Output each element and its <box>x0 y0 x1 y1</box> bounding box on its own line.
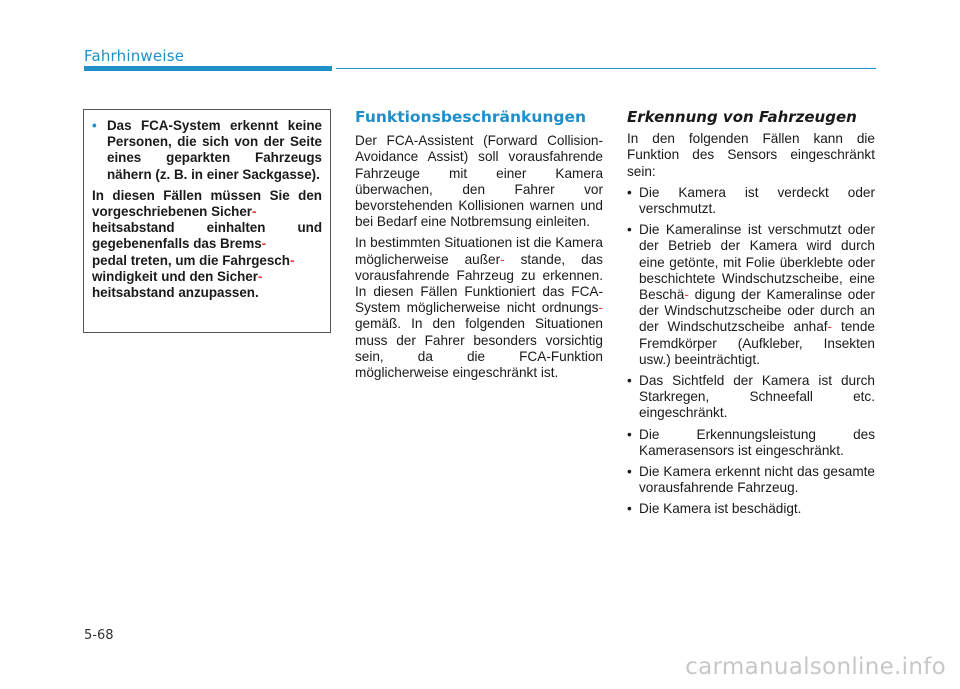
middle-p2-text-3: gemäß. In den folgenden Situationen muss der Fahrer besonders vorsichtig sein, da die FCA-Funktion möglicherweise eingeschränkt ist. <box>355 316 603 381</box>
bullet-icon: • <box>92 118 97 133</box>
list-item-text: Die Kamera erkennt nicht das gesamte vorausfahrende Fahrzeug. <box>639 464 875 496</box>
right-column <box>627 109 875 523</box>
bullet-icon: • <box>627 373 632 389</box>
list-item <box>627 373 875 422</box>
list-item <box>627 427 875 459</box>
hyphen-mark: - <box>500 251 505 267</box>
note-bullet-text: Das FCA-System erkennt keine Personen, die sich von der Seite eines geparkten Fahrzeugs nähern (z. B. in einer Sackgasse). <box>107 118 322 182</box>
note-box <box>83 109 331 333</box>
note-bullet-item <box>92 118 322 183</box>
bullet-icon: • <box>627 426 632 442</box>
note-text-1: In diesen Fällen müssen Sie den vorgeschriebenen Sicher <box>92 187 322 220</box>
list-item <box>627 185 875 217</box>
list-item-text: Die Kamera ist beschädigt. <box>639 501 802 517</box>
note-text-4: windigkeit und den Sicher <box>92 268 258 284</box>
middle-p2-text-2: stande, das vorausfahrende Fahrzeug zu erkennen. In diesen Fällen Funktioniert das FCA-System möglicherweise nicht ordnungs <box>355 251 603 316</box>
right-heading: Erkennung von Fahrzeugen <box>627 108 857 126</box>
middle-paragraph-2 <box>355 235 603 381</box>
hyphen-mark: - <box>598 300 603 316</box>
list-item <box>627 464 875 496</box>
header-rule-thick <box>84 66 332 71</box>
note-text-5: heitsabstand anzupassen. <box>92 285 259 301</box>
middle-column <box>355 109 603 386</box>
list-item <box>627 222 875 368</box>
right-intro: In den folgenden Fällen kann die Funktion des Sensors eingeschränkt sein: <box>627 131 875 179</box>
hyphen-mark: - <box>289 252 295 268</box>
hyphen-mark: - <box>827 319 833 335</box>
header-rule-thin <box>336 68 876 69</box>
item2-text-1: Die Kameralinse ist verschmutzt oder der Betrieb der Kamera wird durch eine getönte, mit Folie überklebte oder beschichtete Windschutzscheibe, eine Beschä <box>639 222 875 303</box>
hyphen-mark: - <box>261 236 267 252</box>
list-item-text: Das Sichtfeld der Kamera ist durch Starkregen, Schneefall etc. eingeschränkt. <box>639 373 875 421</box>
list-item-text: Die Erkennungsleistung des Kamerasensors ist eingeschränkt. <box>639 426 875 458</box>
page-number: 5-68 <box>84 628 114 643</box>
list-item <box>627 501 875 517</box>
list-item-text <box>639 222 875 368</box>
note-text-3: pedal treten, um die Fahrgesch <box>92 252 290 268</box>
list-item-text: Die Kamera ist verdeckt oder verschmutzt. <box>639 184 875 217</box>
condition-list <box>627 185 875 518</box>
watermark[interactable]: carmanualsonline.info <box>685 654 946 680</box>
middle-p2-text-1: In bestimmten Situationen ist die Kamera möglicherweise außer <box>355 235 603 267</box>
middle-paragraph-1: Der FCA-Assistent (Forward Collision-Avoidance Assist) soll vorausfahrende Fahrzeuge mit einer Kamera überwachen, den Fahrer vor bevorstehenden Kollisionen warnen und bei Bedarf eine Notbremsung einleiten. <box>355 133 603 230</box>
item2-text-2: digung der Kameralinse oder der Windschutzscheibe oder durch an der Windschutzscheibe anhaf <box>639 287 876 335</box>
item2-text-3: tende Fremdkörper (Aufkleber, Insekten usw.) beeinträchtigt. <box>639 319 875 367</box>
note-text-2: heitsabstand einhalten und gegebenenfalls das Brems <box>92 220 322 252</box>
bullet-icon: • <box>627 222 632 238</box>
hyphen-mark: - <box>252 204 257 220</box>
bullet-icon: • <box>627 501 632 517</box>
bullet-icon: • <box>627 464 632 480</box>
section-title: Fahrhinweise <box>84 47 185 65</box>
hyphen-mark: - <box>684 287 689 303</box>
hyphen-mark: - <box>257 268 263 284</box>
note-paragraph <box>92 188 322 301</box>
middle-heading: Funktionsbeschränkungen <box>355 108 587 126</box>
bullet-icon: • <box>627 184 632 200</box>
